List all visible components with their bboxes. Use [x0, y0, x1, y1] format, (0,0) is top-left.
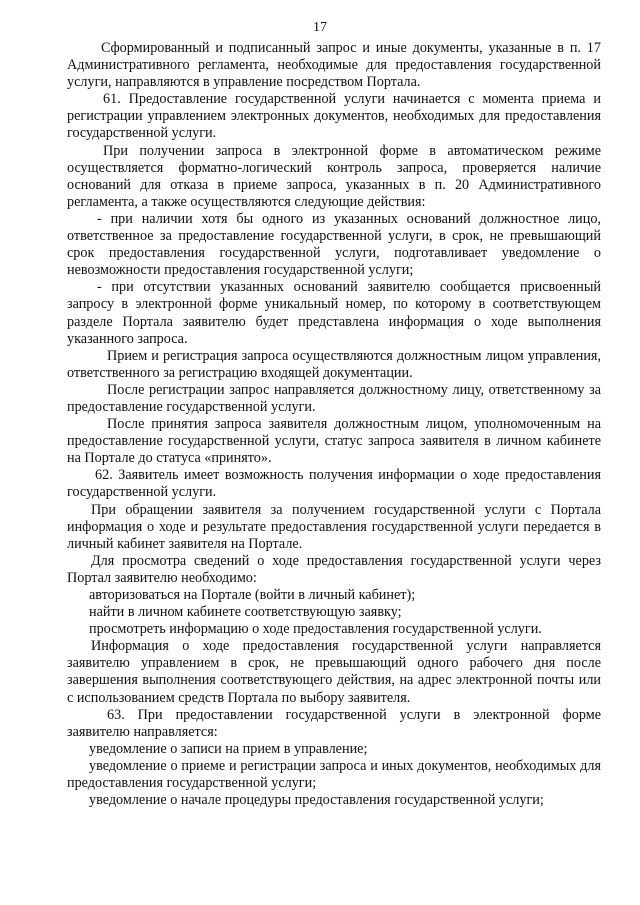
paragraph-portal-request-info: При обращении заявителя за получением государственной услуги с Портала информация о ходе и результате предоставления государственной услуги передается в личный кабинет заявителя на Портале.	[67, 501, 601, 552]
paragraph-status-accepted: После принятия запроса заявителя должностным лицом, уполномоченным на предоставление государственной услуги, статус запроса заявителя в личном кабинете на Портале до статуса «принято».	[67, 416, 601, 467]
paragraph-63: 63. При предоставлении государственной услуги в электронной форме заявителю направляется:	[67, 706, 601, 740]
list-item-receipt-registration-notice: уведомление о приеме и регистрации запроса и иных документов, необходимых для предоставления государственной услуги;	[67, 757, 601, 792]
list-item-procedure-start-notice: уведомление о начале процедуры предоставления государственной услуги;	[89, 792, 544, 809]
paragraph-after-registration: После регистрации запрос направляется должностному лицу, ответственному за предоставление государственной услуги.	[67, 381, 601, 415]
list-item-authorize: авторизоваться на Портале (войти в личный кабинет);	[89, 587, 416, 603]
paragraph-progress-notification: Информация о ходе предоставления государственной услуги направляется заявителю управлением в срок, не превышающий одного рабочего дня после завершения выполнения соответствующего действия, на адрес электронной почты или с использованием средств Портала по выбору заявителя.	[67, 638, 601, 706]
list-item-view-progress: просмотреть информацию о ходе предоставления государственной услуги.	[89, 621, 542, 638]
page-number: 17	[313, 20, 327, 35]
paragraph-62: 62. Заявитель имеет возможность получения информации о ходе предоставления государственной услуги.	[67, 467, 601, 501]
list-item-find-application: найти в личном кабинете соответствующую заявку;	[89, 604, 402, 621]
paragraph-grounds-absent: - при отсутствии указанных оснований заявителю сообщается присвоенный запросу в электронной форме уникальный номер, по которому в соответствующем разделе Портала заявителю будет представлена информация о ходе выполнения указанного запроса.	[67, 279, 601, 347]
paragraph-61: 61. Предоставление государственной услуги начинается с момента приема и регистрации управлением электронных документов, необходимых для предоставления государственной услуги.	[67, 91, 601, 142]
document-body	[67, 40, 601, 809]
paragraph-grounds-present: - при наличии хотя бы одного из указанных оснований должностное лицо, ответственное за предоставление государственной услуги, в срок, не превышающий срок предоставления государственной услуги, подготавливает уведомление о невозможности предоставления государственной услуги;	[67, 210, 601, 279]
paragraph-electronic-request-check: При получении запроса в электронной форме в автоматическом режиме осуществляется форматно-логический контроль запроса, проверяется наличие оснований для отказа в приеме запроса, указанных в п. 20 Административного регламента, а также осуществляются следующие действия:	[67, 142, 601, 210]
paragraph-viewing-progress: Для просмотра сведений о ходе предоставления государственной услуги через Портал заявителю необходимо:	[67, 552, 601, 586]
paragraph-submitted-request: Сформированный и подписанный запрос и иные документы, указанные в п. 17 Административного регламента, необходимые для предоставления государственной услуги, направляются в управление посредством Портала.	[67, 40, 601, 91]
paragraph-request-registration: Прием и регистрация запроса осуществляются должностным лицом управления, ответственного за регистрацию входящей документации.	[67, 347, 601, 381]
list-item-appointment-notice: уведомление о записи на прием в управление;	[89, 740, 368, 757]
